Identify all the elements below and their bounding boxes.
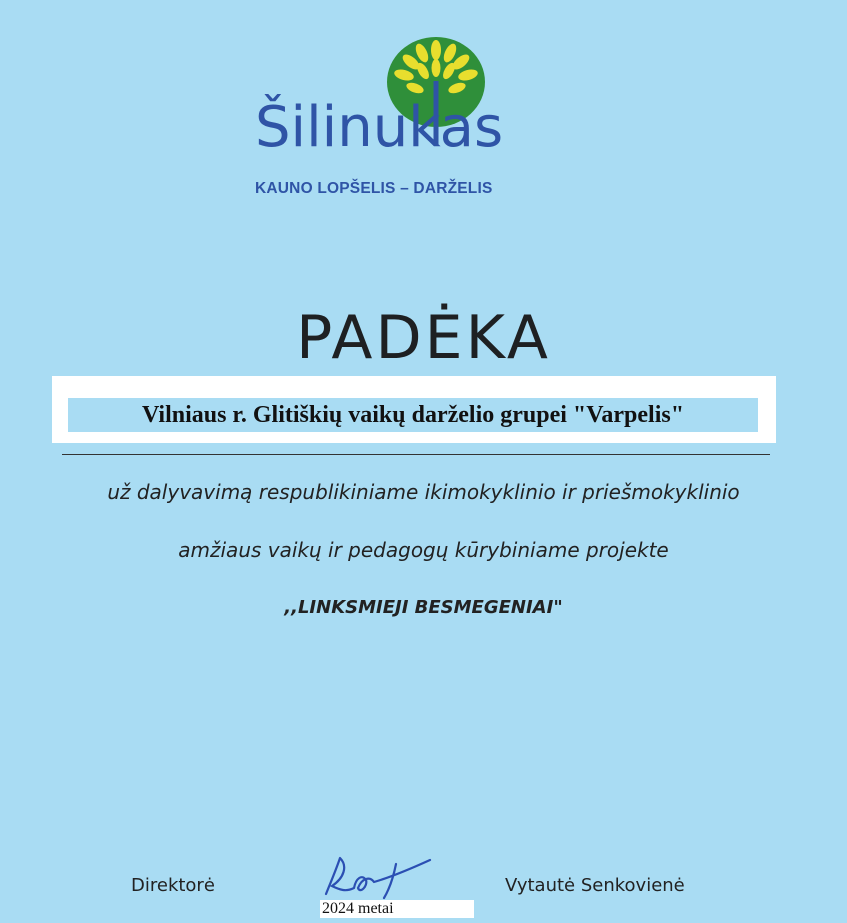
logo-name: Šilinukas xyxy=(255,95,504,160)
underline-rule xyxy=(62,454,770,455)
recipient-text: Vilniaus r. Glitiškių vaikų darželio grupei "Varpelis" xyxy=(68,398,758,432)
reason-line-1: už dalyvavimą respublikiniame ikimokyklinio ir priešmokyklinio xyxy=(107,480,740,504)
certificate-title: PADĖKA xyxy=(296,303,551,373)
year-label: 2024 metai xyxy=(320,900,474,918)
signature-icon xyxy=(318,848,436,906)
project-name: ,,LINKSMIEJI BESMEGENIAI" xyxy=(284,597,563,618)
signer-role: Direktorė xyxy=(131,875,215,896)
reason-line-2: amžiaus vaikų ir pedagogų kūrybiniame projekte xyxy=(178,538,669,562)
logo-subtitle: KAUNO LOPŠELIS – DARŽELIS xyxy=(255,180,493,197)
signer-name: Vytautė Senkovienė xyxy=(505,875,685,896)
